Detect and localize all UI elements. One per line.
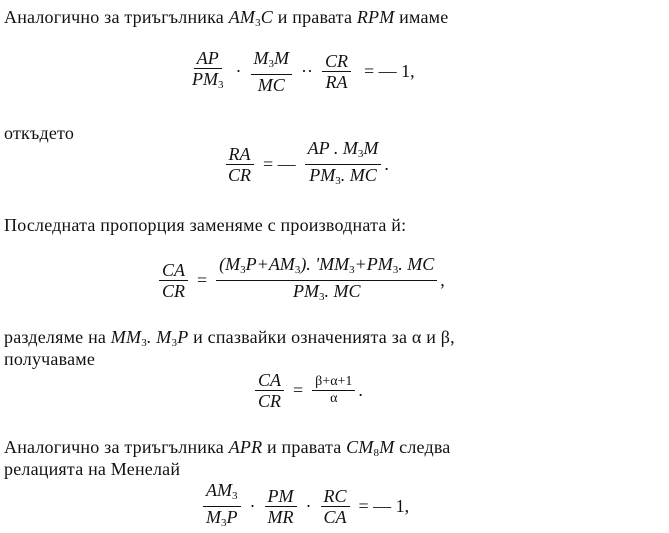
multiply-dot: · xyxy=(235,61,242,81)
equation-1 xyxy=(186,48,425,95)
fraction-ca-cr: $\frac{CA}{CR}$ xyxy=(159,260,188,301)
equals-sign: = xyxy=(197,270,208,290)
equation-rhs: = — 1, xyxy=(364,61,415,81)
comma: , xyxy=(440,270,445,290)
fraction-rc-ca: $\frac{RC}{CA}$ xyxy=(321,486,350,527)
line-6-end: следва xyxy=(399,437,451,457)
fraction-am3-m3p: $\frac{AM_3}{M_3P}$ xyxy=(203,480,241,533)
fraction-ca-cr-2: $\frac{CA}{CR}$ xyxy=(255,370,284,411)
equation-5 xyxy=(200,480,415,533)
text-line-3: Последната пропорция заменяме с производната й: xyxy=(4,215,407,235)
line-4-text: разделяме на xyxy=(4,327,107,347)
line-4-end: и спазвайки означенията за α и β, xyxy=(193,327,455,347)
line-label: RPM xyxy=(356,7,395,27)
multiply-dot: · xyxy=(249,496,256,516)
text-line-2: откъдето xyxy=(4,123,75,143)
line-6-text: Аналогично за триъгълника xyxy=(4,437,224,457)
text-line-1 xyxy=(4,6,448,34)
text-line-7: релацията на Менелай xyxy=(4,459,181,479)
fraction-m3m-mc: $\frac{M_3M}{MC}$ xyxy=(251,48,293,95)
line-1-mid: и правата xyxy=(277,7,353,27)
fraction-cr-ra: $\frac{CR}{RA}$ xyxy=(322,51,351,92)
period: . xyxy=(384,154,389,174)
period: . xyxy=(358,380,363,400)
fraction-pm-mr: $\frac{PM}{MR}$ xyxy=(265,486,297,527)
line-1-text: Аналогично за триъгълника xyxy=(4,7,224,27)
fraction-ra-cr: $\frac{RA}{CR}$ xyxy=(225,144,254,185)
multiply-dot: ·· xyxy=(301,61,313,81)
multiply-dot: · xyxy=(305,496,312,516)
equation-2 xyxy=(222,138,389,191)
equation-4 xyxy=(252,370,363,411)
equation-3 xyxy=(156,254,445,307)
fraction-beta-alpha: $\frac{\beta+\alpha+1}{\alpha}$ xyxy=(312,374,355,407)
product-label: $MM_3$. $M_3P$ xyxy=(110,327,189,349)
line-6-mid: и правата xyxy=(267,437,342,457)
line-1-end: имаме xyxy=(399,7,449,27)
equals-sign: = xyxy=(293,380,304,400)
triangle-label: $AM_3C$ xyxy=(228,7,274,29)
equals-minus: = — xyxy=(263,154,296,174)
fraction-derived: $\frac{(M_3P+AM_3). 'MM_3+PM_3. MC}{PM_3. MC}$ xyxy=(216,254,437,307)
equation-rhs: = — 1, xyxy=(358,496,410,516)
line-label: $CM_8M$ xyxy=(346,437,395,459)
text-line-5: получаваме xyxy=(4,349,96,369)
fraction-ap-pm3: $\frac{AP}{PM_3}$ xyxy=(192,48,224,91)
fraction-ratio: $\frac{AP . M_3M}{PM_3. MC}$ xyxy=(305,138,382,191)
triangle-label: APR xyxy=(228,437,263,457)
